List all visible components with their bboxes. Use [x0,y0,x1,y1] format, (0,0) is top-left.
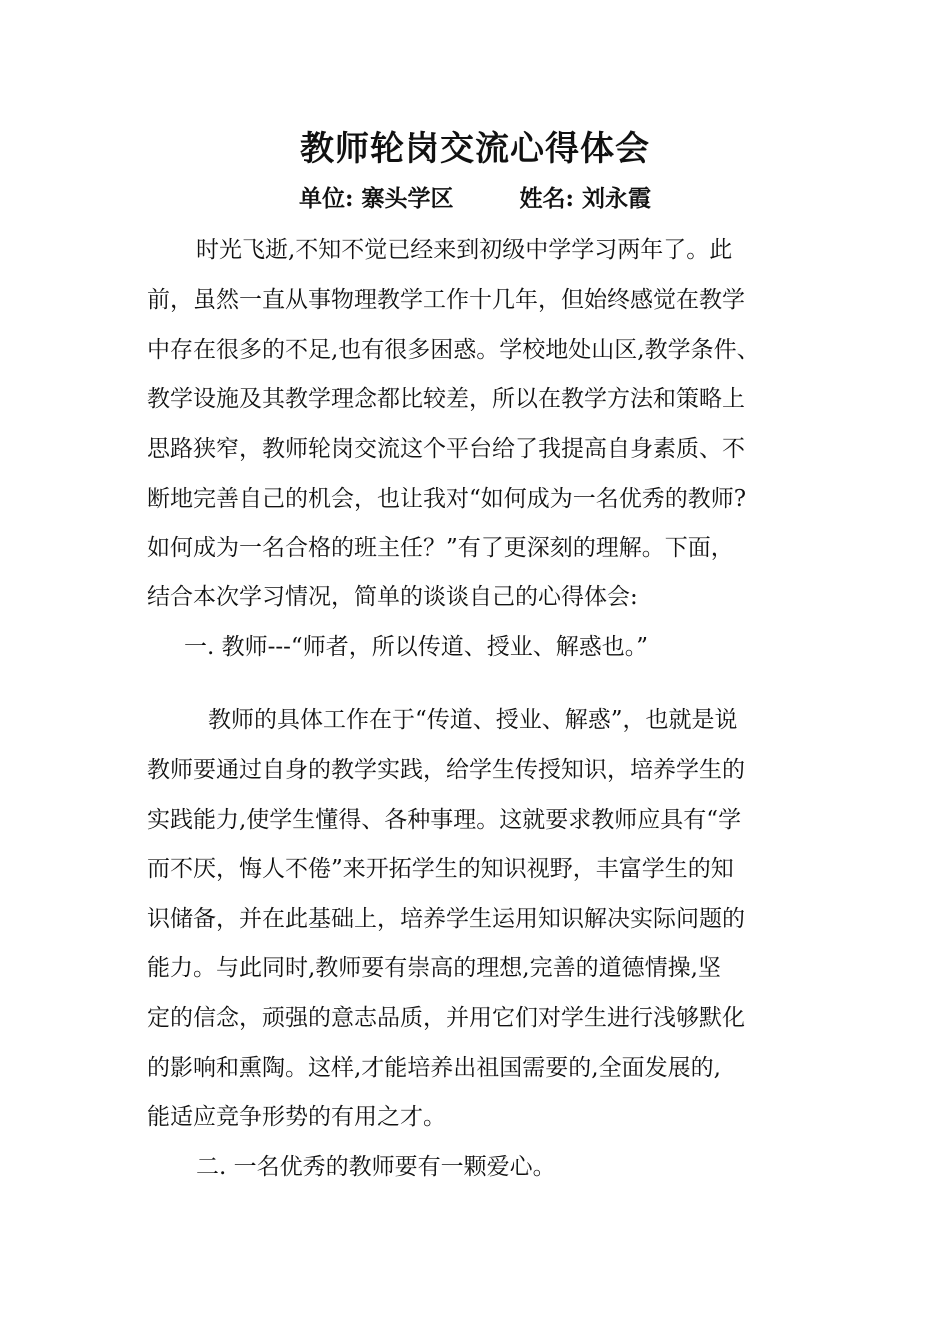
byline [0,182,950,216]
body-line: 思路狭窄，教师轮岗交流这个平台给了我提高自身素质、不 [147,436,745,462]
body-line: 教师的具体工作在于“传道、授业、解惑”，也就是说 [208,707,738,733]
body-line: 定的信念，顽强的意志品质，并用它们对学生进行浅够默化 [147,1005,745,1031]
body-line: 结合本次学习情况，简单的谈谈自己的心得体会: [147,584,638,610]
body-line: 如何成为一名合格的班主任？”有了更深刻的理解。下面， [147,535,734,561]
body-line: 时光飞逝,不知不觉已经来到初级中学学习两年了。此 [196,237,733,263]
body-line: 实践能力,使学生懂得、各种事理。这就要求教师应具有“学 [147,807,742,833]
section-heading: 二. 一名优秀的教师要有一颗爱心。 [196,1154,556,1180]
body-line: 能力。与此同时,教师要有崇高的理想,完善的道德情操,坚 [147,955,721,981]
body-line: 断地完善自己的机会，也让我对“如何成为一名优秀的教师? [147,486,747,512]
body-line: 识储备，并在此基础上，培养学生运用知识解决实际问题的 [147,906,745,932]
body-line: 教师要通过自身的教学实践，给学生传授知识，培养学生的 [147,757,745,783]
section-heading: 一. 教师---“师者，所以传道、授业、解惑也。” [184,634,648,660]
unit-label: 单位: 寨头学区 [299,185,454,212]
body-line: 教学设施及其教学理念都比较差，所以在教学方法和策略上 [147,386,745,412]
document-title: 教师轮岗交流心得体会 [300,129,650,169]
body-line: 能适应竞争形势的有用之才。 [147,1104,446,1130]
author-label: 姓名: 刘永霞 [519,185,651,212]
body-line: 而不厌，悔人不倦”来开拓学生的知识视野，丰富学生的知 [147,856,734,882]
body-line: 前，虽然一直从事物理教学工作十几年，但始终感觉在教学 [147,287,745,313]
body-line: 的影响和熏陶。这样,才能培养出祖国需要的,全面发展的, [147,1055,721,1081]
body-line: 中存在很多的不足,也有很多困惑。学校地处山区,教学条件、 [147,337,760,363]
